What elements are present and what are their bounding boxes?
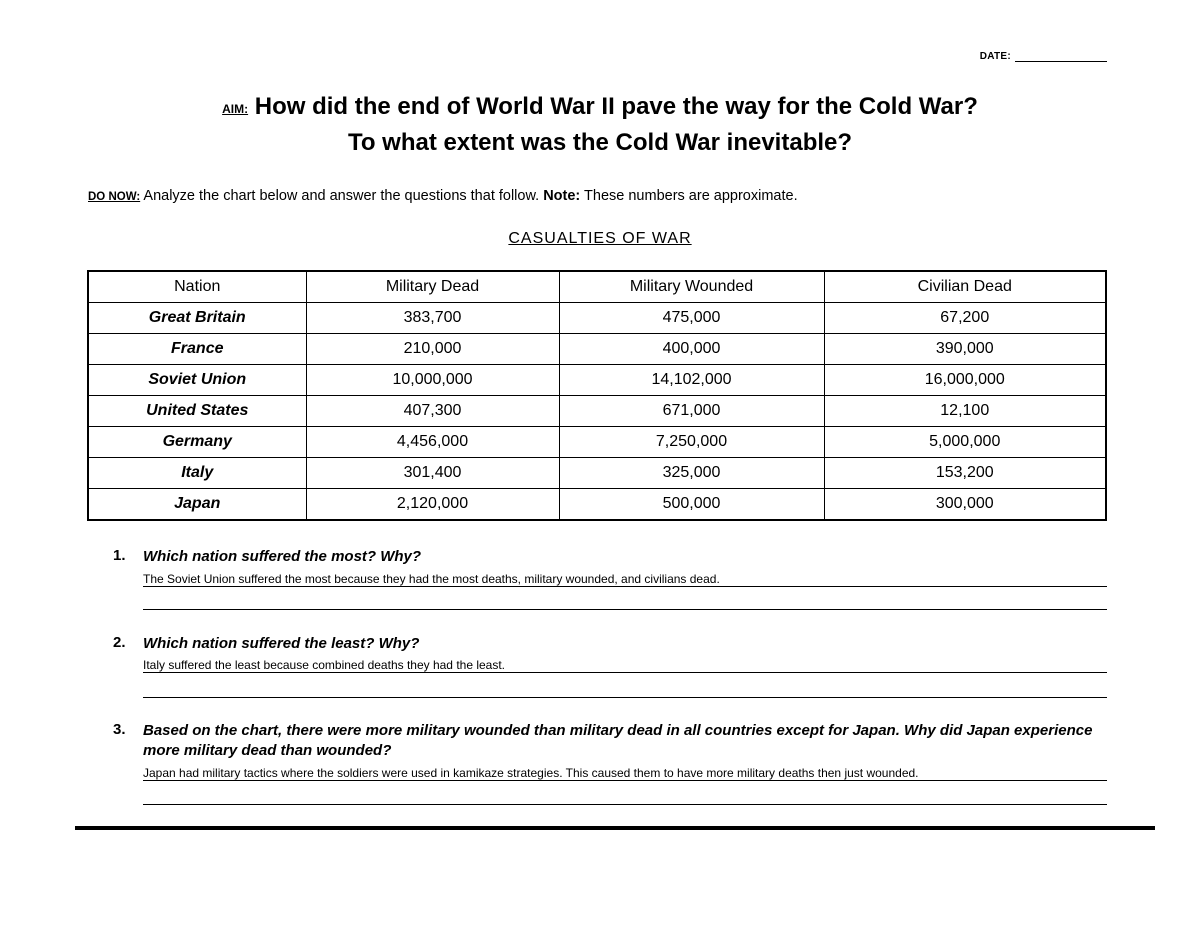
military-dead-cell: 210,000 [306, 334, 559, 365]
military-wounded-cell: 500,000 [559, 489, 824, 521]
aim-question-2: To what extent was the Cold War inevitable? [347, 129, 853, 156]
military-dead-cell: 10,000,000 [306, 365, 559, 396]
table-row [88, 489, 1106, 521]
casualties-table [87, 270, 1107, 521]
answer-line-filled[interactable]: The Soviet Union suffered the most because they had the most deaths, military wounded, and civilians dead. [143, 572, 1107, 587]
military-wounded-cell: 671,000 [559, 396, 824, 427]
civilian-dead-cell: 153,200 [824, 458, 1106, 489]
nation-cell: United States [88, 396, 306, 427]
note-label: Note: [543, 188, 581, 204]
do-now-instructions [88, 188, 798, 204]
table-header-row [88, 271, 1106, 303]
civilian-dead-cell: 390,000 [824, 334, 1106, 365]
question-number: 1. [113, 547, 126, 564]
answer-line-blank[interactable] [143, 595, 1107, 610]
aim-heading [0, 90, 1200, 160]
question-text: Based on the chart, there were more military wounded than military dead in all countries except for Japan. Why did Japan experience more military dead than wounded? [143, 722, 1093, 759]
question-text: Which nation suffered the most? Why? [143, 548, 422, 565]
do-now-text: Analyze the chart below and answer the questions that follow. [140, 188, 544, 204]
military-dead-cell: 407,300 [306, 396, 559, 427]
answer-line-blank[interactable] [143, 683, 1107, 698]
question-text: Which nation suffered the least? Why? [143, 635, 420, 652]
military-dead-cell: 4,456,000 [306, 427, 559, 458]
aim-question-1: How did the end of World War II pave the way for the Cold War? [254, 93, 978, 120]
bottom-divider [75, 826, 1155, 830]
table-row [88, 303, 1106, 334]
nation-cell: Great Britain [88, 303, 306, 334]
question-number: 2. [113, 634, 126, 651]
column-header: Military Dead [306, 271, 559, 303]
column-header: Nation [88, 271, 306, 303]
answer-line-filled[interactable]: Italy suffered the least because combined deaths they had the least. [143, 658, 1107, 673]
military-dead-cell: 301,400 [306, 458, 559, 489]
nation-cell: Italy [88, 458, 306, 489]
nation-cell: France [88, 334, 306, 365]
civilian-dead-cell: 12,100 [824, 396, 1106, 427]
column-header: Civilian Dead [824, 271, 1106, 303]
answer-line-filled[interactable]: Japan had military tactics where the soldiers were used in kamikaze strategies. This caused them to have more military deaths then just wounded. [143, 766, 1107, 781]
table-row [88, 427, 1106, 458]
do-now-label: DO NOW: [88, 191, 141, 203]
civilian-dead-cell: 16,000,000 [824, 365, 1106, 396]
military-wounded-cell: 14,102,000 [559, 365, 824, 396]
table-row [88, 458, 1106, 489]
note-text: These numbers are approximate. [580, 188, 798, 204]
date-field [980, 51, 1107, 62]
military-dead-cell: 2,120,000 [306, 489, 559, 521]
civilian-dead-cell: 67,200 [824, 303, 1106, 334]
military-wounded-cell: 7,250,000 [559, 427, 824, 458]
date-label: DATE: [979, 51, 1011, 62]
question-number: 3. [113, 721, 126, 738]
military-dead-cell: 383,700 [306, 303, 559, 334]
answer-line-blank[interactable] [143, 790, 1107, 805]
aim-label: AIM: [222, 102, 249, 116]
military-wounded-cell: 475,000 [559, 303, 824, 334]
military-wounded-cell: 400,000 [559, 334, 824, 365]
table-row [88, 334, 1106, 365]
table-title: CASUALTIES OF WAR [508, 230, 692, 247]
column-header: Military Wounded [559, 271, 824, 303]
nation-cell: Soviet Union [88, 365, 306, 396]
civilian-dead-cell: 300,000 [824, 489, 1106, 521]
civilian-dead-cell: 5,000,000 [824, 427, 1106, 458]
table-row [88, 365, 1106, 396]
nation-cell: Germany [88, 427, 306, 458]
table-row [88, 396, 1106, 427]
date-input-line[interactable] [1015, 51, 1107, 62]
military-wounded-cell: 325,000 [559, 458, 824, 489]
nation-cell: Japan [88, 489, 306, 521]
